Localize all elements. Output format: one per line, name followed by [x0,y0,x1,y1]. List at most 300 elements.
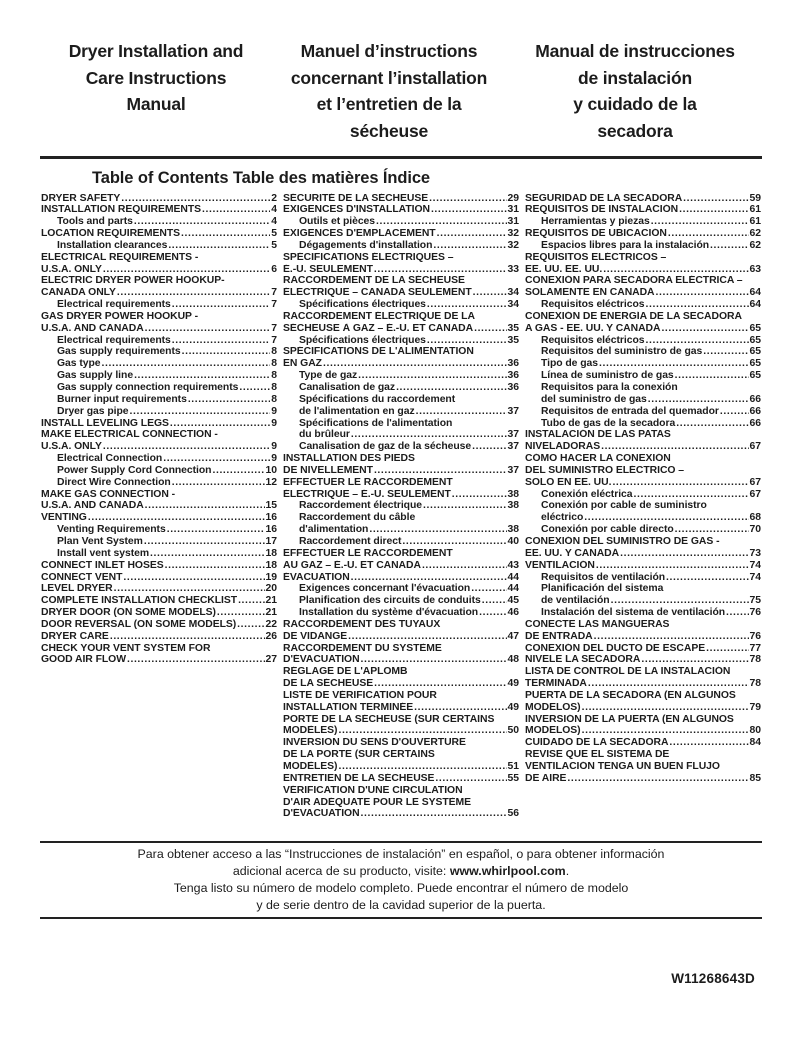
toc-entry [283,346,519,358]
toc-entry [525,702,761,714]
dot-leader [338,725,506,737]
dot-leader [582,702,749,714]
toc-entry [41,477,277,489]
toc-entry [283,702,519,714]
toc-entry-label: Raccordement du câble [299,512,416,524]
toc-entry [283,572,519,584]
toc-entry-page: 35 [507,334,519,346]
dot-leader [348,631,506,643]
dot-leader [117,287,270,299]
toc-entry-page: 26 [265,630,277,642]
toc-entry-page: 76 [749,607,761,619]
toc-entry [41,643,277,655]
toc-entry-label: Direct Wire Connection [57,476,171,488]
toc-entry-label: Requisitos eléctricos [541,334,645,346]
title-english [50,38,262,144]
footer-line-pre: adicional acerca de su producto, visite: [232,864,450,879]
toc-entry-label: DEL SUMINISTRO ELÉCTRICO – [525,464,684,476]
toc-entry-page: 8 [271,370,277,382]
dot-leader [212,465,264,477]
dot-leader [422,560,507,572]
toc-entry-label: MODELOS) [525,725,581,737]
toc-entry-page: 16 [265,512,277,524]
toc-entry [525,370,761,382]
toc-entry-label: Dryer gas pipe [57,405,129,417]
toc-entry-label: de ventilación [541,595,610,607]
toc-entry [525,690,761,702]
toc-entry-label: D'ÉVACUATION [283,654,360,666]
toc-entry-page: 66 [749,405,761,417]
dot-leader [452,489,507,501]
toc-entry [525,761,761,773]
toc-entry-label: INVERSION DU SENS D'OUVERTURE [283,737,466,749]
toc-entry-label: Espacios libres para la instalación [541,239,710,251]
toc-entry [525,453,761,465]
toc-entry-page: 38 [507,524,519,536]
toc-entry-label: MODELOS) [525,701,581,713]
toc-entry [41,228,277,240]
toc-entry [283,500,519,512]
toc-entry-label: du brûleur [299,429,350,441]
dot-leader [645,335,748,347]
toc-entry-label: REQUISITOS DE INSTALACIÓN [525,204,679,216]
toc-entry [525,465,761,477]
toc-entry [41,548,277,560]
toc-entry-label: RÉGLAGE DE L'APLOMB [283,666,408,678]
toc-entry [283,394,519,406]
toc-entry [41,299,277,311]
toc-entry [283,773,519,785]
toc-entry-label: INSTALL LEVELING LEGS [41,417,169,429]
dot-leader [651,216,749,228]
toc-entry [41,500,277,512]
toc-entry-page: 32 [507,228,519,240]
toc-entry [283,287,519,299]
toc-entry-label: LISTA DE CONTROL DE LA INSTALACIÓN [525,666,731,678]
title-line: Manual de instrucciones [535,41,735,61]
toc-entry-label: Requisitos eléctricos [541,299,645,311]
toc-entry-page: 67 [749,488,761,500]
toc-entry [283,536,519,548]
toc-entry-label: Conexión eléctrica [541,488,633,500]
toc-entry-page: 31 [507,204,519,216]
toc-entry [283,725,519,737]
toc-entry-page: 34 [507,287,519,299]
toc-entry-label: Canalisation de gaz de la sécheuse [299,441,472,453]
toc-entry [283,477,519,489]
dot-leader [431,204,507,216]
toc-entry [283,204,519,216]
toc-entry [525,749,761,761]
dot-leader [648,394,749,406]
toc-entry-label: Power Supply Cord Connection [57,464,212,476]
toc-entry-page: 68 [749,512,761,524]
toc-entry [283,714,519,726]
toc-entry [283,358,519,370]
toc-entry [41,216,277,228]
toc-entry-label: Gas type [57,358,101,370]
dot-leader [666,572,748,584]
toc-entry [283,240,519,252]
toc-entry [41,193,277,205]
toc-entry-label: Gas supply line [57,370,134,382]
dot-leader [237,619,264,631]
toc-entry [525,725,761,737]
toc-entry [283,678,519,690]
toc-entry [525,429,761,441]
toc-entry-label: Burner input requirements [57,393,187,405]
toc-entry [525,666,761,678]
toc-entry-label: COMPLETE INSTALLATION CHECKLIST [41,595,238,607]
dot-leader [351,572,507,584]
toc-entry-page: 37 [507,429,519,441]
toc-entry-page: 31 [507,216,519,228]
toc-entry-page: 67 [749,441,761,453]
toc-entry-page: 63 [749,263,761,275]
dot-leader [473,287,507,299]
title-line: Manuel d’instructions [300,41,478,61]
toc-entry-page: 7 [271,334,277,346]
toc-entry-page: 66 [749,417,761,429]
dot-leader [416,406,507,418]
toc-entry [283,595,519,607]
toc-entry-page: 4 [271,204,277,216]
dot-leader [172,299,270,311]
toc-entry [525,418,761,430]
toc-entry-label: U.S.A. AND CANADA [41,322,144,334]
dot-leader [102,358,271,370]
toc-entry-label: Gas supply connection requirements [57,382,239,393]
toc-entry-label: Herramientas y piezas [541,216,650,228]
toc-entry-label: A GAS - EE. UU. Y CANADÁ [525,322,661,334]
toc-entry-label: Requisitos de ventilación [541,571,666,583]
dot-leader [172,477,265,489]
toc-entry [41,275,277,287]
toc-entry [525,299,761,311]
toc-entry [525,275,761,287]
title-french [270,38,508,144]
toc-entry-page: 44 [507,571,519,583]
toc-entry [41,583,277,595]
toc-entry-label: VENTILACIÓN [525,559,595,571]
toc-entry-label: INSTALLATION REQUIREMENTS [41,204,201,216]
toc-entry [41,370,277,382]
toc-entry-page: 34 [507,299,519,311]
toc-entry-label: RACCORDEMENT DU SYSTÈME [283,642,442,654]
toc-entry-label: Gas supply requirements [57,346,181,358]
toc-entry-page: 9 [271,405,277,417]
toc-entry-label: ELECTRICAL REQUIREMENTS - [41,251,199,263]
toc-entry-label: Spécifications électriques [299,299,426,311]
toc-entry [283,583,519,595]
toc-entry-label: DE LA SÉCHEUSE [283,678,374,690]
toc-entry-page: 78 [749,678,761,690]
toc-entry-label: de l'alimentation en gaz [299,405,415,417]
dot-leader [679,204,748,216]
toc-entry-label: Installation clearances [57,239,168,251]
dot-leader [374,465,507,477]
toc-entry-label: VENTILACIÓN TENGA UN BUEN FLUJO [525,761,720,772]
toc-entry-page: 6 [271,263,277,275]
dot-leader [238,595,264,607]
dot-leader [414,702,506,714]
toc-entry-page: 22 [265,618,277,630]
dot-leader [358,370,506,382]
toc-entry [283,441,519,453]
toc-entry-page: 76 [749,630,761,642]
toc-entry [41,536,277,548]
toc-entry-page: 32 [507,239,519,251]
dot-leader [472,441,506,453]
toc-entry [525,382,761,394]
toc-entry-label: Plan Vent System [57,535,143,547]
toc-entry [41,240,277,252]
dot-leader [188,394,270,406]
toc-entry-page: 10 [265,464,277,476]
toc-entry [525,193,761,205]
toc-entry-label: DE LA PORTE (SUR CERTAINS [283,749,435,761]
dot-leader [720,406,749,418]
toc-entry [525,654,761,666]
toc-entry [283,465,519,477]
toc-entry-page: 46 [507,607,519,619]
dot-leader [88,512,265,524]
toc-entry-label: DRYER CARE [41,630,109,642]
toc-entry-label: EE. UU. Y CANADÁ [525,547,620,559]
toc-entry [41,358,277,370]
toc-entry-page: 64 [749,287,761,299]
toc-entry-label: INVERSIÓN DE LA PUERTA (EN ALGUNOS [525,713,734,725]
toc-entry-page: 8 [271,358,277,370]
toc-entry [41,441,277,453]
toc-entry [41,595,277,607]
dot-leader [601,441,748,453]
toc-entry [41,524,277,536]
toc-entry-label: Tipo de gas [541,358,598,370]
toc-entry-page: 7 [271,299,277,311]
toc-entry [41,429,277,441]
toc-entry [525,619,761,631]
toc-entry-label: ÉLECTRIQUE – É.-U. SEULEMENT [283,488,451,500]
toc-entry [41,335,277,347]
dot-leader [123,572,264,584]
dot-leader [656,287,749,299]
toc-entry-page: 29 [507,192,519,204]
toc-entry-page: 37 [507,464,519,476]
toc-entry [283,560,519,572]
toc-entry [41,453,277,465]
toc-entry-label: D'AIR ADÉQUATE POUR LE SYSTÈME [283,796,472,808]
toc-entry [283,524,519,536]
dot-leader [163,453,270,465]
toc-entry [41,382,277,394]
toc-entry [525,252,761,264]
toc-entry [41,465,277,477]
dot-leader [599,358,749,370]
toc-entry [283,335,519,347]
toc-entry [41,204,277,216]
toc-entry [525,216,761,228]
toc-entry-label: U.S.A. ONLY [41,441,102,453]
toc-entry-label: CONEXIÓN DEL DUCTO DE ESCAPE [525,642,706,654]
toc-entry-label: ÉLECTRIQUE – CANADA SEULEMENT [283,287,472,299]
toc-heading: Table of Contents Table des matières Índice [92,168,431,187]
dot-leader [668,228,749,240]
toc-entry-label: ENTRETIEN DE LA SÉCHEUSE [283,772,435,784]
toc-entry-label: CONNECT INLET HOSES [41,559,164,571]
toc-entry-label: MODÈLES) [283,725,338,737]
toc-entry-page: 7 [271,322,277,334]
toc-entry-page: 2 [271,192,277,204]
toc-entry-page: 8 [271,382,277,393]
toc-column-spanish [525,193,761,821]
toc-entry-label: Requisitos para la conexión [541,382,678,393]
dot-leader [338,761,506,773]
toc-entry-page: 5 [271,239,277,251]
toc-entry-label: LOCATION REQUIREMENTS [41,228,181,240]
title-spanish [516,38,754,144]
dot-leader [376,216,507,228]
dot-leader [114,583,265,595]
toc-entry [283,406,519,418]
dot-leader [239,382,270,394]
toc-entry-page: 78 [749,654,761,666]
toc-entry-page: 74 [749,559,761,571]
dot-leader [634,489,749,501]
toc-entry [41,619,277,631]
toc-entry-label: REQUISITOS ELÉCTRICOS – [525,251,667,263]
toc-entry [283,512,519,524]
toc-entry-label: VENTING [41,512,87,524]
toc-entry-label: Spécifications électriques [299,334,426,346]
header [50,38,754,144]
toc-entry [283,216,519,228]
toc-entry-label: MAKE ELECTRICAL CONNECTION - [41,429,218,441]
dot-leader [402,536,506,548]
dot-leader [482,595,507,607]
toc-entry-label: DE VIDANGE [283,630,348,642]
toc-entry [283,323,519,335]
toc-entry [41,654,277,666]
dot-leader [361,808,507,820]
toc-entry-page: 75 [749,595,761,607]
toc-entry-label: DE NIVELLEMENT [283,464,373,476]
toc-entry-label: Requisitos del suministro de gas [541,346,703,358]
title-line: y cuidado de la [573,94,697,114]
toc-entry-page: 36 [507,382,519,393]
toc-entry [525,228,761,240]
dot-leader [168,240,270,252]
toc-entry-page: 5 [271,228,277,240]
toc-entry-label: LEVEL DRYER [41,583,113,595]
toc-entry-label: Requisitos de entrada del quemador [541,405,719,417]
title-line: sécheuse [349,120,429,141]
toc-entry-label: Electrical requirements [57,299,171,311]
toc-entry [283,548,519,560]
toc-entry [283,193,519,205]
toc-entry-label: Raccordement direct [299,535,402,547]
toc-entry-label: EN GAZ [283,358,322,370]
toc-entry [525,678,761,690]
toc-entry-page: 48 [507,654,519,666]
dot-leader [588,678,749,690]
dot-leader [474,323,506,335]
toc-entry [283,264,519,276]
toc-entry-label: CÓMO HACER LA CONEXIÓN [525,453,671,465]
toc-entry-label: CONNECT VENT [41,571,123,583]
toc-entry-page: 45 [507,595,519,607]
toc-entry [525,323,761,335]
toc-entry-label: ELECTRIC DRYER POWER HOOKUP- [41,275,225,287]
toc-entry-label: INSTALLATION DES PIEDS [283,453,415,465]
toc-entry-page: 56 [507,808,519,820]
toc-entry-page: 80 [749,725,761,737]
toc-entry-label: EFFECTUER LE RACCORDEMENT [283,476,453,488]
toc-entry-label: Installation du système d'évacuation [299,607,479,619]
dot-leader [603,264,748,276]
toc-entry [283,382,519,394]
toc-entry-label: PORTE DE LA SÉCHEUSE (SUR CERTAINS [283,713,495,725]
toc-entry-label: REQUISITOS DE UBICACIÓN [525,228,667,240]
dot-leader [584,512,748,524]
toc-entry-page: 37 [507,405,519,417]
toc-entry-page: 18 [265,547,277,559]
toc-entry-page: 62 [749,228,761,240]
toc-entry-label: NIVELE LA SECADORA [525,654,641,666]
toc-entry-page: 9 [271,453,277,465]
dot-leader [103,441,270,453]
toc-entry-page: 33 [507,263,519,275]
dot-leader [396,382,506,394]
toc-entry-label: del suministro de gas [541,393,647,405]
toc-entry-page: 59 [749,192,761,204]
toc-entry-label: Install vent system [57,547,150,559]
table-of-contents [41,193,761,821]
toc-entry-page: 38 [507,500,519,512]
toc-entry-label: DOOR REVERSAL (ON SOME MODELS) [41,618,237,630]
dot-leader [706,643,748,655]
dot-leader [170,418,270,430]
dot-leader [703,346,748,358]
toc-entry-page: 62 [749,239,761,251]
toc-entry [283,749,519,761]
toc-entry [41,560,277,572]
dot-leader [127,654,265,666]
toc-entry-label: Raccordement électrique [299,500,423,512]
dot-leader [134,216,270,228]
toc-entry-page: 21 [265,607,277,619]
toc-entry-page: 43 [507,559,519,571]
footer-line: Para obtener acceso a las “Instrucciones de instalación” en español, o para obtener información [137,847,665,862]
toc-entry-page: 9 [271,417,277,429]
toc-entry-label: TERMINADA [525,678,587,690]
toc-entry-label: Línea de suministro de gas [541,370,674,382]
toc-entry [41,489,277,501]
title-line: Dryer Installation and [68,41,244,61]
toc-entry-page: 61 [749,204,761,216]
toc-entry-page: 65 [749,358,761,370]
toc-entry-label: Spécifications du raccordement [299,393,456,405]
toc-entry-label: MAKE GAS CONNECTION - [41,488,176,500]
toc-entry-page: 49 [507,678,519,690]
toc-entry-page: 15 [265,500,277,512]
dot-leader [145,323,271,335]
toc-entry [525,358,761,370]
toc-entry-label: SOLO EN EE. UU. [525,476,612,488]
dot-leader [121,193,270,205]
dot-leader [182,346,271,358]
toc-entry [41,572,277,584]
